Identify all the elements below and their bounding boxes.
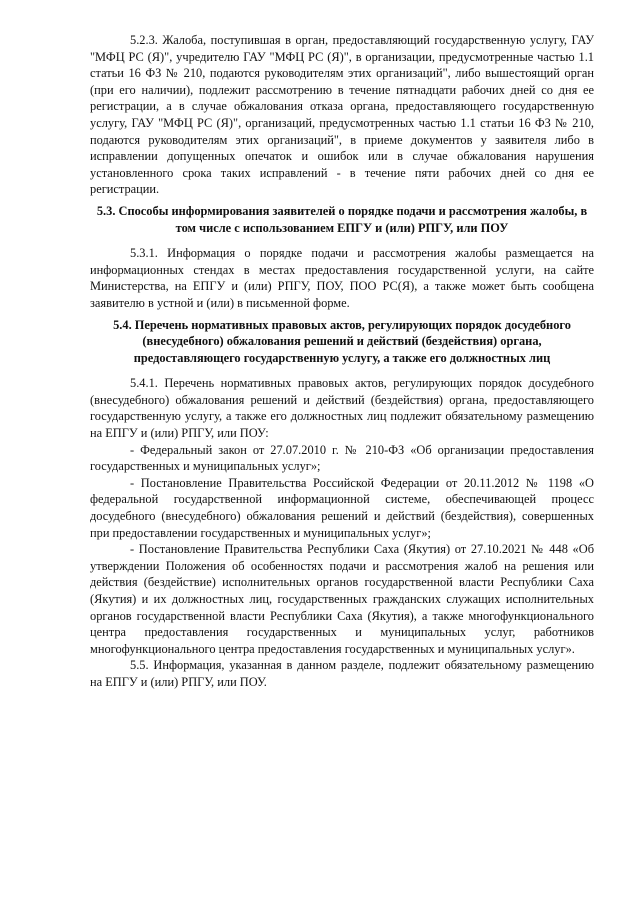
paragraph-5-5: 5.5. Информация, указанная в данном разделе, подлежит обязательному размещению на ЕПГУ и (или) РПГУ, или ПОУ. bbox=[90, 658, 594, 689]
list-item: - Постановление Правительства Республики Саха (Якутия) от 27.10.2021 № 448 «Об утверждении Положения об особенностях подачи и рассмотрения жалоб на решения или действия (бездействие) исполнительных органов государственной власти Республики Саха (Якутия) и их должностных лиц, государственных гражданских служащих исполнительных органов государственной власти Республики Саха (Якутия), а также многофункционального центра предоставления государственных и муниципальных услуг, работников многофункционального центра предоставления государственных и муниципальных услуг». bbox=[90, 542, 594, 656]
paragraph-5-4-1: 5.4.1. Перечень нормативных правовых актов, регулирующих порядок досудебного (внесудебного) обжалования решений и действий (бездействия) органа, предоставляющего государственную услугу, а также его должностных лиц подлежит обязательному размещению на ЕПГУ и (или) РПГУ, или ПОУ: bbox=[90, 376, 594, 441]
list-item: - Постановление Правительства Российской Федерации от 20.11.2012 № 1198 «О федеральной государственной информационной системе, обеспечивающей процесс досудебного (внесудебного) обжалования решений и действий (бездействия), совершенных при предоставлении государственных и муниципальных услуг»; bbox=[90, 475, 594, 540]
paragraph-5-2-3: 5.2.3. Жалоба, поступившая в орган, предоставляющий государственную услугу, ГАУ "МФЦ РС (Я)", учредителю ГАУ "МФЦ РС (Я)", в организации, предусмотренные частью 1.1 статьи 16 ФЗ № 210, подаются руководителям этих организаций", либо вышестоящий орган (при его наличии), подлежит рассмотрению в течение пятнадцати рабочих дней со дня ее регистрации, а в случае обжалования отказа органа, предоставляющего государственную услугу, ГАУ "МФЦ РС (Я)", организаций, предусмотренных частью 1.1 статьи 16 ФЗ № 210, подаются руководителям этих организаций", в приеме документов у заявителя либо в исправлении допущенных опечаток и ошибок или в случае обжалования нарушения установленного срока таких исправлений - в течение пяти рабочих дней со дня ее регистрации. bbox=[90, 33, 594, 197]
heading-5-4: 5.4. Перечень нормативных правовых актов, регулирующих порядок досудебного (внесудебного) обжалования решений и действий (бездействия) органа, предоставляющего государственную услугу, а также его должностных лиц bbox=[113, 317, 571, 365]
list-item: - Федеральный закон от 27.07.2010 г. № 210-ФЗ «Об организации предоставления государственных и муниципальных услуг»; bbox=[90, 442, 594, 474]
heading-5-3: 5.3. Способы информирования заявителей о порядке подачи и рассмотрения жалобы, в том числе с использованием ЕПГУ и (или) РПГУ, или ПОУ bbox=[96, 203, 588, 235]
paragraph-5-3-1: 5.3.1. Информация о порядке подачи и рассмотрения жалобы размещается на информационных стендах в местах предоставления государственной услуги, на сайте Министерства, на ЕПГУ и (или) РПГУ, ПОУ, ПОО РС(Я), а также может быть сообщена заявителю в устной и (или) в письменной форме. bbox=[90, 246, 594, 310]
